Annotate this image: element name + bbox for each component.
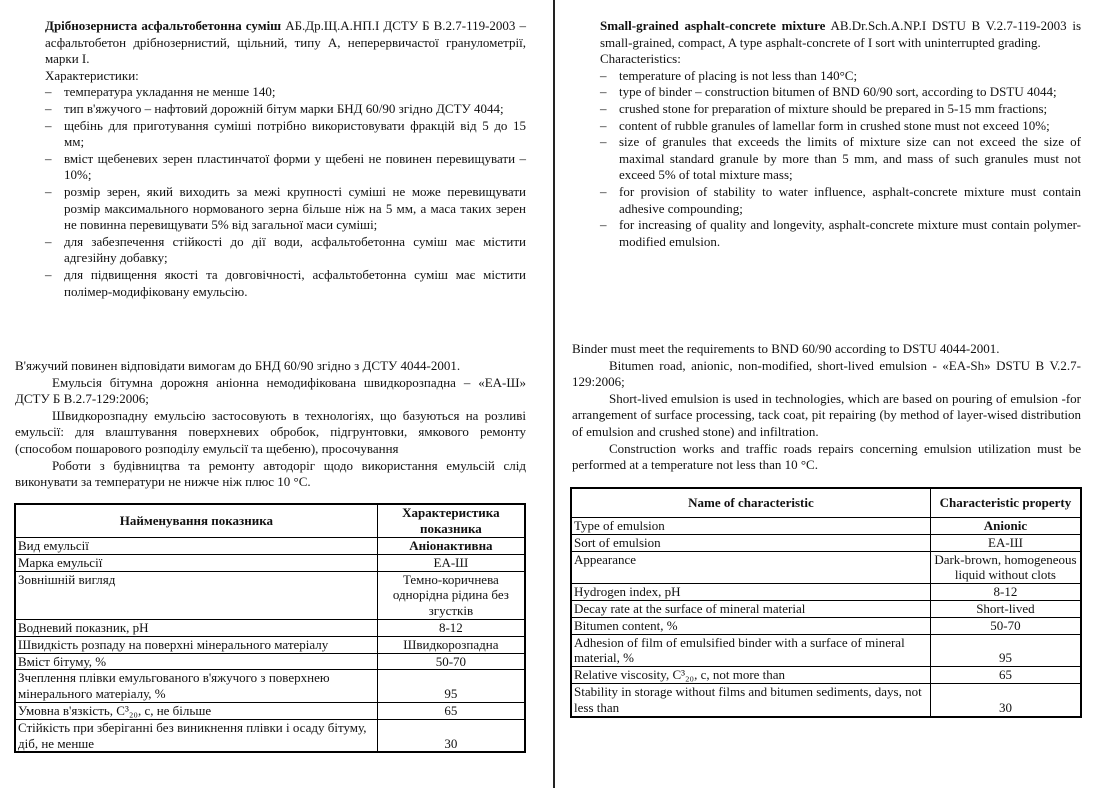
left-req-temperature: Роботи з будівництва та ремонту автодоріг щодо використання емульсій слід виконувати за температури не нижче ніж плюс 10 °С. <box>15 457 526 490</box>
table-header-row <box>571 488 1081 518</box>
table-row <box>571 683 1081 716</box>
table-cell-name: Вид емульсії <box>15 538 377 555</box>
table-cell-name: Стійкість при зберіганні без виникнення плівки і осаду бітуму, діб, не менше <box>15 719 377 752</box>
table-header-value: Characteristic property <box>930 488 1081 518</box>
left-req-emulsion: Емульсія бітумна дорожня аніонна немодифікована швидкорозпадна – «ЕА-Ш» ДСТУ Б В.2.7-129:2006; <box>15 374 526 407</box>
table-cell-value: ЕА-Ш <box>377 554 525 571</box>
left-intro <box>45 18 526 68</box>
left-requirements <box>15 358 526 491</box>
table-cell-value: EA-Ш <box>930 534 1081 551</box>
table-row <box>571 518 1081 535</box>
table-cell-name: Умовна в'язкість, С³₂₀, с, не більше <box>15 702 377 719</box>
table-row <box>571 534 1081 551</box>
left-spec-table <box>14 503 526 753</box>
right-req-emulsion: Bitumen road, anionic, non-modified, short-lived emulsion - «EA-Sh» DSTU B V.2.7-129:2006; <box>572 357 1081 390</box>
table-cell-value: 65 <box>377 702 525 719</box>
table-row <box>15 670 525 703</box>
list-item: – для підвищення якості та довговічності, асфальтобетонна суміш має містити полімер-модифіковану емульсію. <box>45 267 526 300</box>
list-item: – crushed stone for preparation of mixture should be prepared in 5-15 mm fractions; <box>600 101 1081 118</box>
table-cell-name: Швидкість розпаду на поверхні мінерального матеріалу <box>15 636 377 653</box>
table-cell-value: Short-lived <box>930 600 1081 617</box>
table-cell-value: 50-70 <box>377 653 525 670</box>
table-cell-name: Adhesion of film of emulsified binder with a surface of mineral material, % <box>571 634 930 667</box>
table-cell-name: Bitumen content, % <box>571 617 930 634</box>
table-row <box>15 719 525 752</box>
table-cell-name: Appearance <box>571 551 930 584</box>
table-row <box>571 584 1081 601</box>
table-cell-name: Sort of emulsion <box>571 534 930 551</box>
right-column <box>600 18 1081 250</box>
left-intro-bold: Дрібнозерниста асфальтобетонна суміш <box>45 18 282 33</box>
table-cell-value: Dark-brown, homogeneous liquid without clots <box>930 551 1081 584</box>
table-row <box>571 634 1081 667</box>
list-item: – size of granules that exceeds the limits of mixture size can not exceed the size of maximal standard granule by more than 5 mm, and mass of such granules must not exceed 5% of total mixture mass; <box>600 134 1081 184</box>
list-item: – розмір зерен, який виходить за межі крупності суміші не може перевищувати розмір максимального нормованого зерна більше ніж на 5 мм, а маса таких зерен не повинна перевищувати 5% від загальної маси суміші; <box>45 184 526 234</box>
table-cell-value: Швидкорозпадна <box>377 636 525 653</box>
table-row <box>15 619 525 636</box>
right-intro <box>600 18 1081 51</box>
right-req-binder: Binder must meet the requirements to BND 60/90 according to DSTU 4044-2001. <box>572 341 1000 356</box>
table-row <box>15 538 525 555</box>
table-cell-value: 95 <box>930 634 1081 667</box>
list-item: – temperature of placing is not less than 140°C; <box>600 68 1081 85</box>
table-cell-value: 30 <box>930 683 1081 716</box>
list-item: – вміст щебеневих зерен пластинчатої форми у щебені не повинен перевищувати – 10%; <box>45 151 526 184</box>
table-cell-name: Relative viscosity, С³₂₀, с, not more than <box>571 667 930 684</box>
list-item: – content of rubble granules of lamellar form in crushed stone must not exceed 10%; <box>600 118 1081 135</box>
list-item: – тип в'яжучого – нафтовий дорожній бітум марки БНД 60/90 згідно ДСТУ 4044; <box>45 101 526 118</box>
table-cell-value: Аніонактивна <box>377 538 525 555</box>
table-cell-value: 95 <box>377 670 525 703</box>
left-column <box>45 18 526 300</box>
list-item: – type of binder – construction bitumen of BND 60/90 sort, according to DSTU 4044; <box>600 84 1081 101</box>
table-row <box>571 667 1081 684</box>
left-intro-text: АБ.Др.Щ.А.НП.І ДСТУ Б В.2.7-119-2003 – асфальтобетон дрібнозернистий, щільний, типу А, неперервичастої гранулометрії, марки І. <box>45 18 526 67</box>
table-cell-value: 8-12 <box>930 584 1081 601</box>
list-item: – температура укладання не менше 140; <box>45 84 526 101</box>
right-spec-table <box>570 487 1082 718</box>
table-cell-name: Hydrogen index, pH <box>571 584 930 601</box>
list-item: – for provision of stability to water influence, asphalt-concrete mixture must contain adhesive compounding; <box>600 184 1081 217</box>
table-cell-value: Anionic <box>930 518 1081 535</box>
left-characteristics-list <box>45 84 526 300</box>
table-header-name: Найменування показника <box>15 504 377 538</box>
table-cell-value: 8-12 <box>377 619 525 636</box>
table-cell-name: Зчеплення плівки емульгованого в'яжучого з поверхнею мінерального матеріалу, % <box>15 670 377 703</box>
table-cell-value: 65 <box>930 667 1081 684</box>
right-characteristics-list <box>600 68 1081 251</box>
left-req-binder: В'яжучий повинен відповідати вимогам до БНД 60/90 згідно з ДСТУ 4044-2001. <box>15 358 461 373</box>
table-row <box>15 702 525 719</box>
table-cell-name: Водневий показник, рН <box>15 619 377 636</box>
table-cell-name: Decay rate at the surface of mineral material <box>571 600 930 617</box>
table-header-row <box>15 504 525 538</box>
table-cell-value: Темно-коричнева однорідна рідина без згустків <box>377 571 525 619</box>
table-row <box>15 636 525 653</box>
list-item: – for increasing of quality and longevity, asphalt-concrete mixture must contain polymer-modified emulsion. <box>600 217 1081 250</box>
list-item: – для забезпечення стійкості до дії води, асфальтобетонна суміш має містити адгезійну добавку; <box>45 234 526 267</box>
table-cell-value: 30 <box>377 719 525 752</box>
table-row <box>15 554 525 571</box>
table-cell-name: Вміст бітуму, % <box>15 653 377 670</box>
right-req-usage: Short-lived emulsion is used in technologies, which are based on pouring of emulsion -for arrangement of surface processing, tack coat, pit repairing (by method of layer-wised distribution of emulsion and crushed stone) and infiltration. <box>572 390 1081 439</box>
right-req-temperature: Construction works and traffic roads repairs concerning emulsion utilization must be performed at a temperature not less than 10 °C. <box>572 440 1081 473</box>
table-cell-value: 50-70 <box>930 617 1081 634</box>
table-cell-name: Stability in storage without films and bitumen sediments, days, not less than <box>571 683 930 716</box>
right-intro-bold: Small-grained asphalt-concrete mixture <box>600 18 826 33</box>
table-cell-name: Зовнішній вигляд <box>15 571 377 619</box>
table-row <box>15 571 525 619</box>
table-row <box>15 653 525 670</box>
table-cell-name: Type of emulsion <box>571 518 930 535</box>
table-cell-name: Марка емульсії <box>15 554 377 571</box>
table-row <box>571 551 1081 584</box>
right-intro-text: AB.Dr.Sch.A.NP.I DSTU B V.2.7-119-2003 is small-grained, compact, A type asphalt-concrete of I sort with uninterrupted grading. <box>600 18 1081 50</box>
table-row <box>571 600 1081 617</box>
left-characteristics-label: Характеристики: <box>45 67 139 83</box>
table-header-value: Характеристика показника <box>377 504 525 538</box>
table-header-name: Name of characteristic <box>571 488 930 518</box>
right-characteristics-label: Characteristics: <box>600 51 681 67</box>
table-row <box>571 617 1081 634</box>
column-divider <box>553 0 555 788</box>
left-req-usage: Швидкорозпадну емульсію застосовують в технологіях, що базуються на розливі емульсії: для влаштування поверхневих обробок, підгрунтовки, ямкового ремонту (способом пошарового розподілу емульсії та щебеню), просочування <box>15 407 526 456</box>
right-requirements <box>572 341 1081 474</box>
list-item: – щебінь для приготування суміші потрібно використовувати фракцій від 5 до 15 мм; <box>45 118 526 151</box>
